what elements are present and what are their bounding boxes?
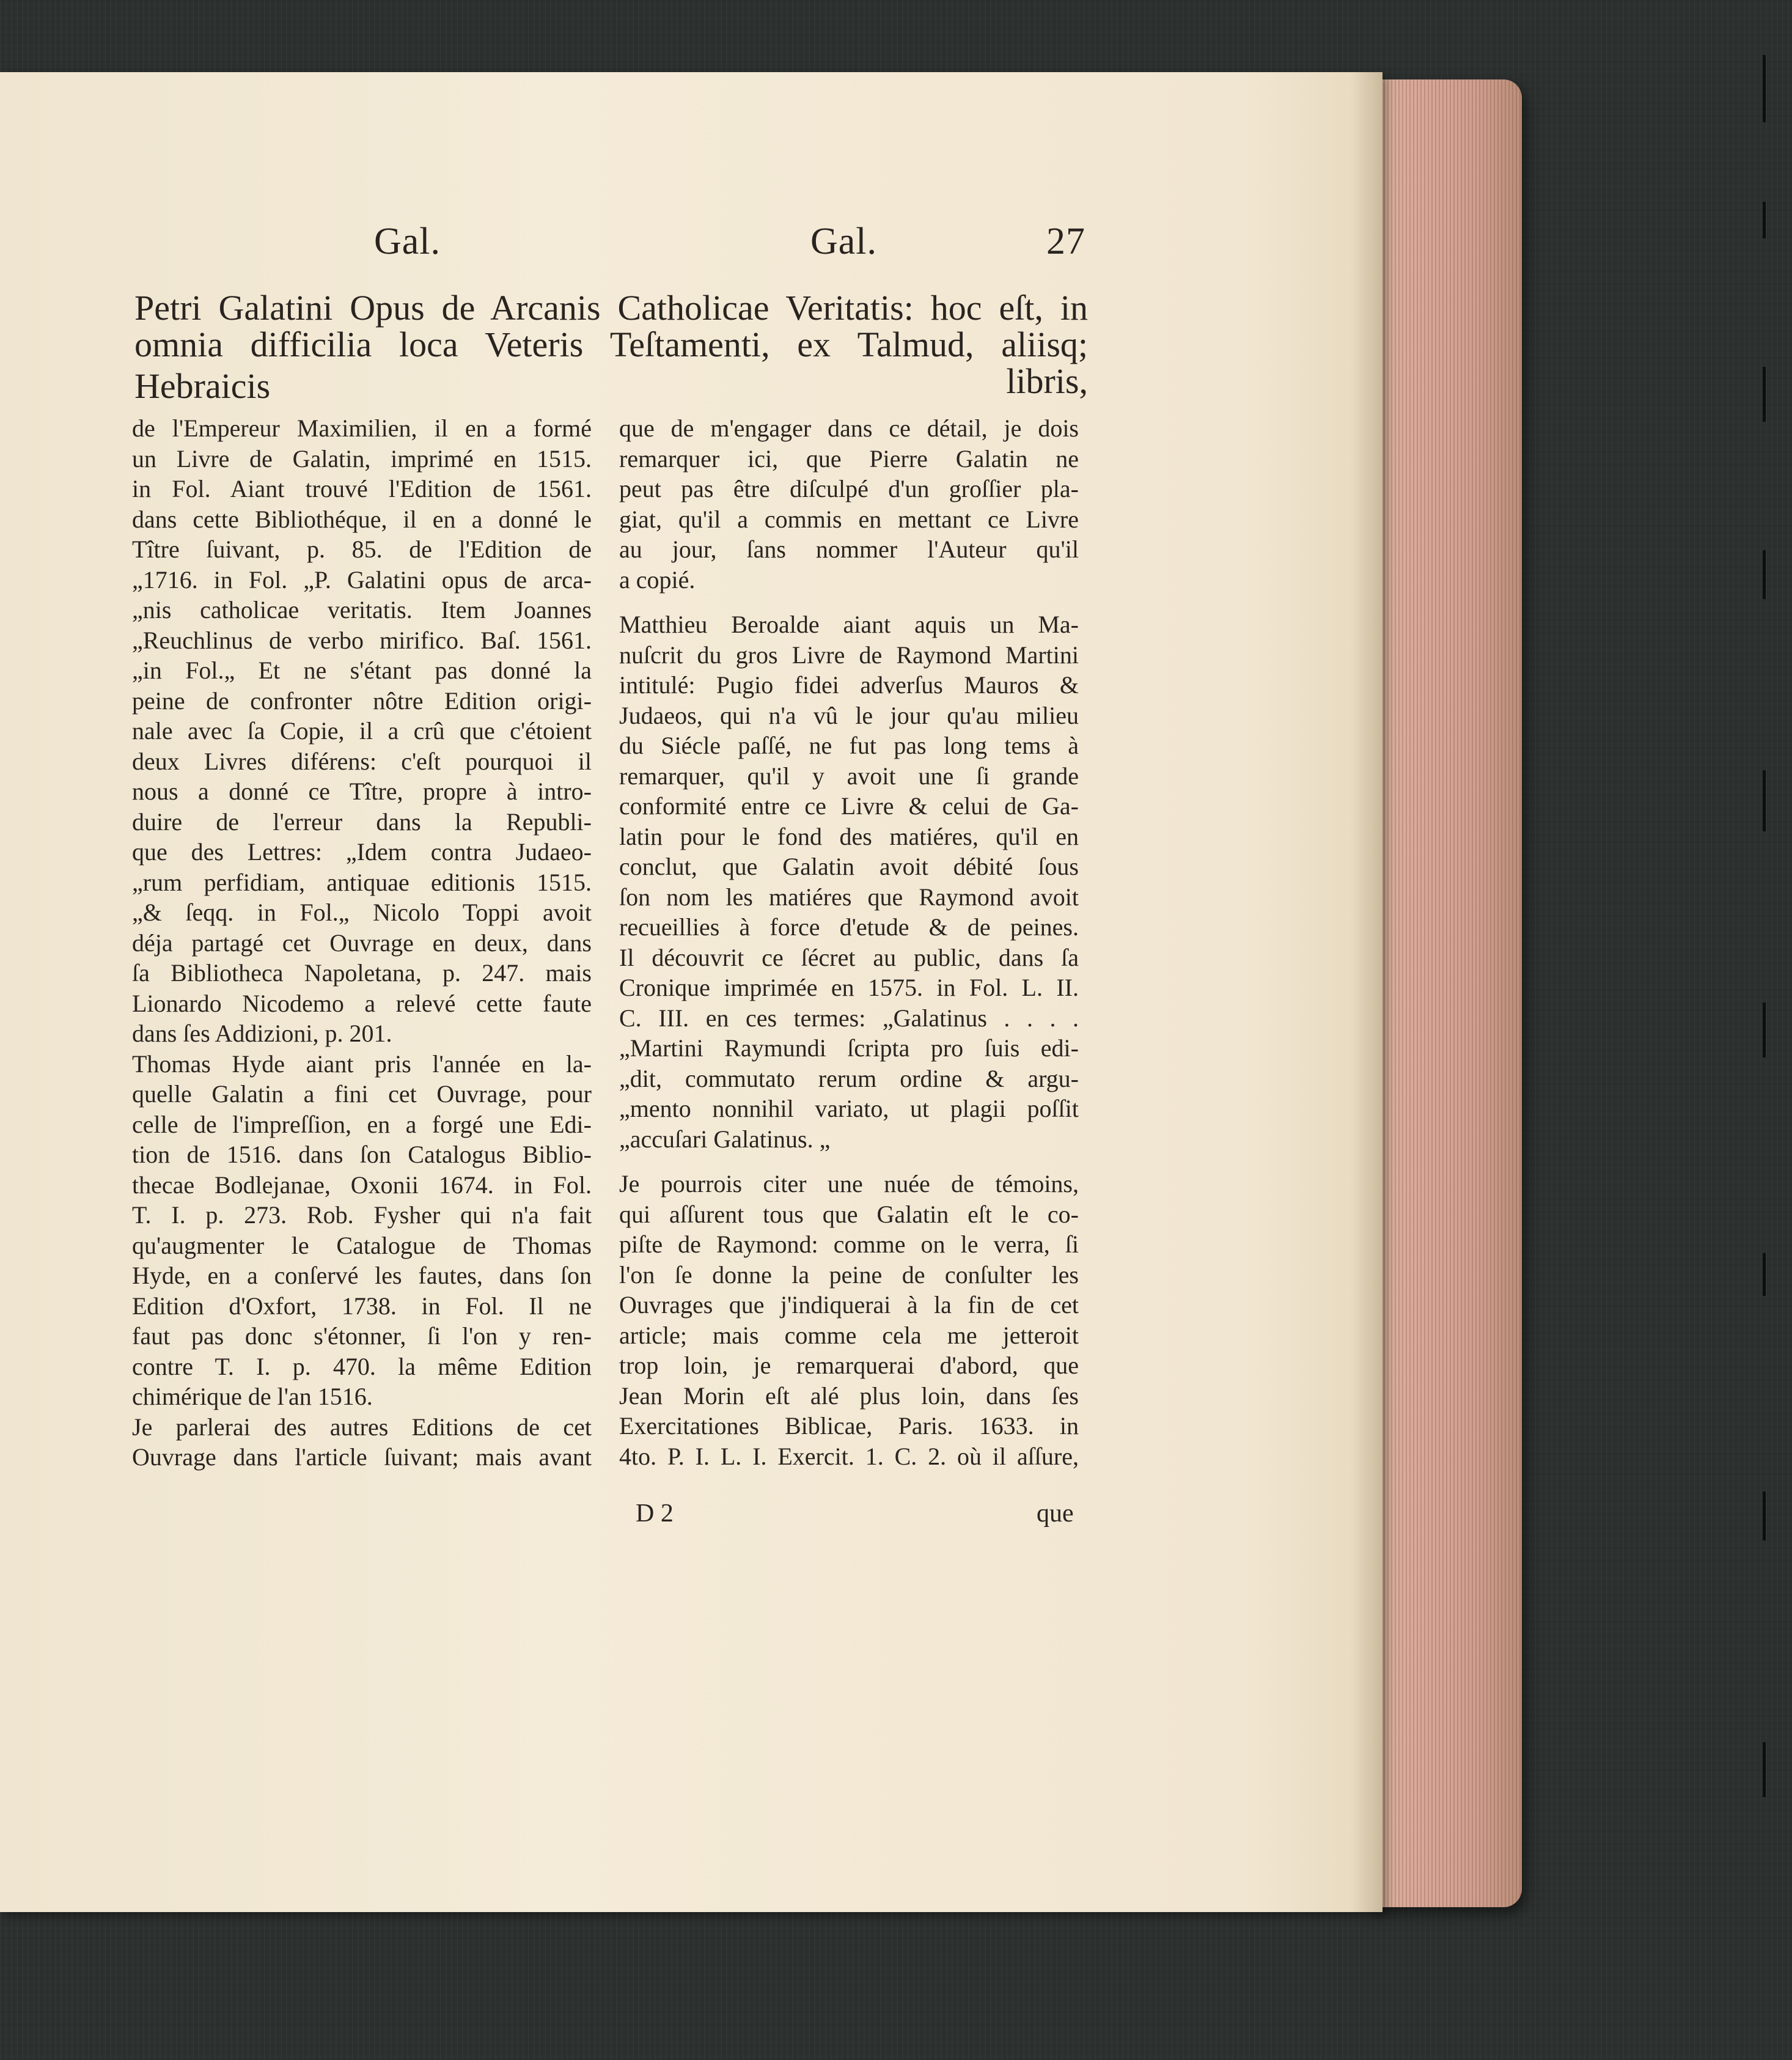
text-line: Judaeos, qui n'a vû le jour qu'au milieu	[619, 701, 1079, 729]
text-line: un Livre de Galatin, imprimé en 1515.	[132, 444, 592, 473]
text-line: intitulé: Pugio fidei adverſus Mauros &	[619, 671, 1079, 699]
text-line: a copié.	[619, 565, 696, 594]
text-line: remarquer ici, que Pierre Galatin ne	[619, 444, 1079, 473]
text-line: „accuſari Galatinus. „	[619, 1125, 831, 1153]
text-line: dans cette Bibliothéque, il en a donné le	[132, 505, 592, 533]
text-line: trop loin, je remarquerai d'abord, que	[619, 1352, 1079, 1379]
text-line: in Fol. Aiant trouvé l'Edition de 1561.	[132, 475, 592, 502]
text-line: Lionardo Nicodemo a relevé cette faute	[132, 989, 592, 1017]
text-line: deux Livres diférens: c'eſt pourquoi il	[132, 747, 592, 775]
page-shadow	[1351, 72, 1383, 1912]
text-line: Je pourrois citer une nuée de témoins,	[619, 1170, 1079, 1197]
right-column	[619, 413, 1079, 1471]
text-line: Thomas Hyde aiant pris l'année en la-	[132, 1050, 592, 1078]
ruler-tick	[1763, 550, 1766, 599]
ruler-tick	[1763, 367, 1766, 422]
text-line: latin pour le fond des matiéres, qu'il en	[619, 822, 1079, 850]
text-line: nale avec ſa Copie, il a crû que c'étoient	[132, 717, 592, 745]
text-line: de l'Empereur Maximilien, il en a formé	[132, 414, 592, 442]
text-line: thecae Bodlejanae, Oxonii 1674. in Fol.	[132, 1171, 592, 1199]
text-line: chimérique de l'an 1516.	[132, 1383, 373, 1410]
text-line: „rum perfidiam, antiquae editionis 1515.	[132, 868, 592, 896]
text-line: „mento nonnihil variato, ut plagii poſſit	[619, 1095, 1079, 1122]
catchword: que	[1037, 1499, 1074, 1528]
ruler-tick	[1763, 55, 1766, 122]
text-line: Cronique imprimée en 1575. in Fol. L. II.	[619, 974, 1079, 1001]
ruler-tick	[1763, 202, 1766, 238]
text-line: dans ſes Addizioni, p. 201.	[132, 1020, 392, 1047]
running-head-left: Gal.	[374, 221, 441, 262]
text-line: conclut, que Galatin avoit débité ſous	[619, 853, 1079, 880]
text-line: peine de confronter nôtre Edition origi-	[132, 686, 592, 715]
text-line: au jour, ſans nommer l'Auteur qu'il	[619, 535, 1079, 563]
text-line: que des Lettres: „Idem contra Judaeo-	[132, 838, 592, 866]
text-line: Exercitationes Biblicae, Paris. 1633. in	[619, 1412, 1079, 1440]
page-number: 27	[1046, 221, 1085, 262]
text-line: „Martini Raymundi ſcripta pro ſuis edi-	[619, 1034, 1079, 1062]
text-line: „Reuchlinus de verbo mirifico. Baſ. 1561.	[132, 626, 592, 654]
text-line: du Siécle paſſé, ne fut pas long tems à	[619, 732, 1079, 759]
title-line-1: Petri Galatini Opus de Arcanis Catholicae Veritatis: hoc eſt, in	[134, 288, 1088, 328]
text-line: T. I. p. 273. Rob. Fysher qui n'a fait	[132, 1201, 592, 1229]
text-line: piſte de Raymond: comme on le verra, ſi	[619, 1230, 1079, 1258]
text-line: remarquer, qu'il y avoit une ſi grande	[619, 762, 1079, 790]
text-line: Jean Morin eſt alé plus loin, dans ſes	[619, 1381, 1079, 1410]
text-line: Matthieu Beroalde aiant aquis un Ma-	[619, 611, 1079, 638]
text-line: „dit, commutato rerum ordine & argu-	[619, 1064, 1079, 1092]
ruler-tick	[1763, 1002, 1766, 1058]
text-line: Hyde, en a conſervé les fautes, dans ſon	[132, 1262, 592, 1289]
text-line: qu'augmenter le Catalogue de Thomas	[132, 1231, 592, 1259]
text-line: C. III. en ces termes: „Galatinus . . . .	[619, 1004, 1079, 1032]
text-line: ſon nom les matiéres que Raymond avoit	[619, 883, 1079, 911]
text-line: Il découvrit ce ſécret au public, dans ſa	[619, 943, 1079, 971]
text-line: Ouvrages que j'indiquerai à la fin de cet	[619, 1291, 1079, 1319]
ruler-tick	[1763, 770, 1766, 831]
text-line: tion de 1516. dans ſon Catalogus Biblio-	[132, 1141, 592, 1168]
running-head-center: Gal.	[810, 221, 878, 262]
text-line: qui aſſurent tous que Galatin eſt le co-	[619, 1200, 1079, 1228]
text-line: ſa Bibliotheca Napoletana, p. 247. mais	[132, 959, 592, 987]
text-line: contre T. I. p. 470. la même Edition	[132, 1352, 592, 1380]
text-line: Edition d'Oxfort, 1738. in Fol. Il ne	[132, 1292, 592, 1320]
paragraph-gap	[619, 1154, 1079, 1169]
ruler-tick	[1763, 1492, 1766, 1540]
text-line: „in Fol.„ Et ne s'étant pas donné la	[132, 657, 592, 684]
text-line: „& ſeqq. in Fol.„ Nicolo Toppi avoit	[132, 899, 592, 926]
book-page-edges	[1369, 79, 1522, 1907]
text-line: conformité entre ce Livre & celui de Ga-	[619, 792, 1079, 820]
ruler-tick	[1763, 1742, 1766, 1797]
text-line: faut pas donc s'étonner, ſi l'on y ren-	[132, 1322, 592, 1350]
title-line-2: omnia difficilia loca Veteris Teſtamenti, ex Talmud, aliisq; Hebraicis	[134, 325, 1088, 406]
text-line: que de m'engager dans ce détail, je dois	[619, 414, 1079, 442]
title-line-3: libris,	[1006, 361, 1088, 401]
text-line: „1716. in Fol. „P. Galatini opus de arca-	[132, 565, 592, 594]
left-column	[132, 413, 592, 1473]
text-line: Ouvrage dans l'article ſuivant; mais avant	[132, 1443, 592, 1471]
text-line: déja partagé cet Ouvrage en deux, dans	[132, 929, 592, 957]
text-line: „nis catholicae veritatis. Item Joannes	[132, 596, 592, 624]
text-line: celle de l'impreſſion, en a forgé une Edi-	[132, 1110, 592, 1138]
text-line: article; mais comme cela me jetteroit	[619, 1321, 1079, 1349]
paragraph-gap	[619, 595, 1079, 609]
text-line: nuſcrit du gros Livre de Raymond Martini	[619, 641, 1079, 669]
text-line: duire de l'erreur dans la Republi-	[132, 807, 592, 836]
text-line: Tître ſuivant, p. 85. de l'Edition de	[132, 535, 592, 563]
text-line: Je parlerai des autres Editions de cet	[132, 1413, 592, 1441]
text-line: peut pas être diſculpé d'un groſſier pla-	[619, 475, 1079, 502]
signature-mark: D 2	[636, 1499, 674, 1528]
text-line: quelle Galatin a fini cet Ouvrage, pour	[132, 1080, 592, 1108]
ruler-tick	[1763, 1253, 1766, 1296]
text-line: recueillies à force d'etude & de peines.	[619, 913, 1079, 941]
text-line: 4to. P. I. L. I. Exercit. 1. C. 2. où il aſſure,	[619, 1442, 1079, 1470]
text-line: nous a donné ce Tître, propre à intro-	[132, 778, 592, 805]
text-line: l'on ſe donne la peine de conſulter les	[619, 1260, 1079, 1289]
text-line: giat, qu'il a commis en mettant ce Livre	[619, 505, 1079, 533]
